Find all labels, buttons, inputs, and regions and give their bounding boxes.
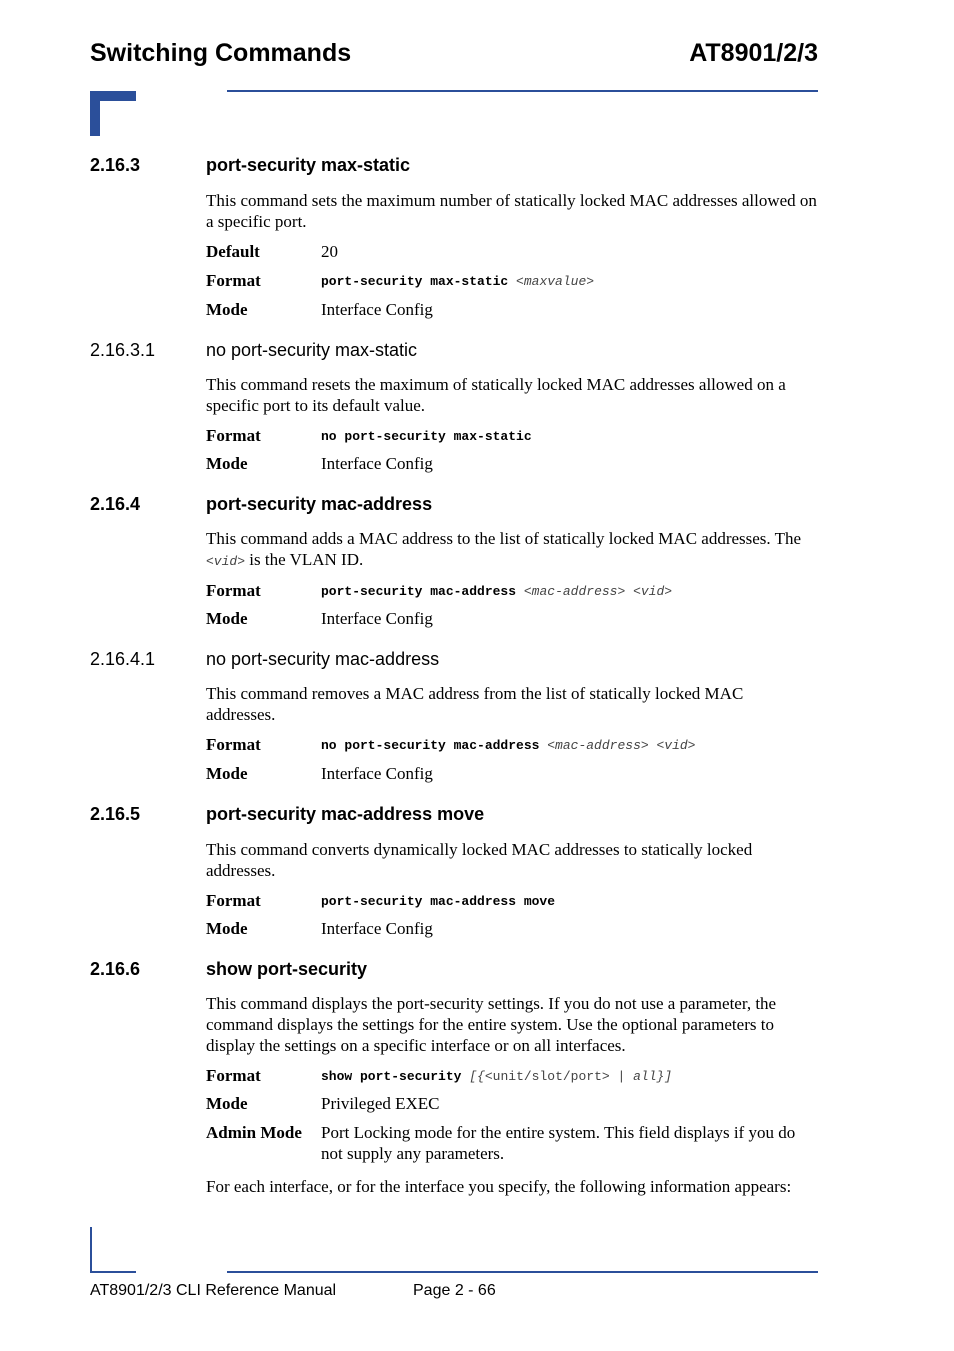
format-label: Format bbox=[206, 1066, 261, 1085]
command-name: port-security mac-address move bbox=[321, 894, 556, 909]
section-number: 2.16.3 bbox=[90, 155, 141, 175]
command-name: port-security max-static bbox=[321, 274, 509, 289]
command-name: no port-security max-static bbox=[321, 429, 532, 444]
args-close: }] bbox=[656, 1069, 673, 1084]
section-title: port-security mac-address bbox=[206, 494, 433, 514]
mode-value: Interface Config bbox=[321, 609, 433, 628]
command-args: <mac-address> <vid> bbox=[547, 738, 696, 753]
header-rule bbox=[227, 90, 818, 92]
corner-bracket-side bbox=[90, 91, 100, 136]
format-command bbox=[321, 581, 672, 602]
section-body: This command displays the port-security settings. If you do not use a parameter, the command displays the settings for the entire system. Use the optional parameters to display the settings on a specific interface or on all interfaces. bbox=[206, 994, 777, 1055]
format-label: Format bbox=[206, 891, 261, 910]
header-product: AT8901/2/3 bbox=[689, 39, 818, 67]
admin-mode-value: Port Locking mode for the entire system. This field displays if you do not supply any parameters. bbox=[321, 1123, 796, 1163]
subsection-number: 2.16.3.1 bbox=[90, 340, 156, 360]
subsection-title: no port-security max-static bbox=[206, 340, 418, 360]
footer-bracket-side bbox=[90, 1227, 92, 1273]
closing-text: For each interface, or for the interface you specify, the following information appears: bbox=[206, 1177, 792, 1196]
default-value: 20 bbox=[321, 242, 338, 261]
section-title: port-security max-static bbox=[206, 155, 411, 175]
args-all: all bbox=[633, 1069, 657, 1084]
format-command bbox=[321, 735, 695, 756]
section-body: This command sets the maximum number of statically locked MAC addresses allowed on a specific port. bbox=[206, 191, 817, 231]
format-label: Format bbox=[206, 581, 261, 600]
command-args: <maxvalue> bbox=[516, 274, 595, 289]
section-number: 2.16.4 bbox=[90, 494, 141, 514]
format-label: Format bbox=[206, 271, 261, 290]
format-command bbox=[321, 426, 532, 447]
mode-label: Mode bbox=[206, 1094, 248, 1113]
mode-value: Interface Config bbox=[321, 300, 433, 319]
section-title: port-security mac-address move bbox=[206, 804, 485, 824]
mode-value: Interface Config bbox=[321, 454, 433, 473]
section-body bbox=[206, 528, 821, 572]
footer-manual-title: AT8901/2/3 CLI Reference Manual bbox=[90, 1282, 337, 1299]
admin-mode-label: Admin Mode bbox=[206, 1123, 302, 1142]
footer-rule bbox=[227, 1271, 818, 1273]
mode-value: Interface Config bbox=[321, 919, 433, 938]
body-tail: is the VLAN ID. bbox=[245, 550, 364, 569]
format-command bbox=[321, 891, 555, 912]
section-number: 2.16.6 bbox=[90, 959, 141, 979]
format-label: Format bbox=[206, 735, 261, 754]
args-open: [{ bbox=[469, 1069, 485, 1084]
section-body: This command resets the maximum of statically locked MAC addresses allowed on a specific port to its default value. bbox=[206, 375, 786, 415]
format-label: Format bbox=[206, 426, 261, 445]
format-command bbox=[321, 1066, 672, 1087]
section-body: This command removes a MAC address from the list of statically locked MAC addresses. bbox=[206, 684, 744, 724]
command-name: port-security mac-address bbox=[321, 584, 517, 599]
section-number: 2.16.5 bbox=[90, 804, 141, 824]
footer-bracket-bottom bbox=[90, 1271, 136, 1273]
subsection-number: 2.16.4.1 bbox=[90, 649, 156, 669]
mode-value: Interface Config bbox=[321, 764, 433, 783]
vid-param: <vid> bbox=[206, 554, 246, 569]
footer-page-number: Page 2 - 66 bbox=[413, 1282, 496, 1299]
section-body: This command converts dynamically locked MAC addresses to statically locked addresses. bbox=[206, 840, 753, 880]
mode-label: Mode bbox=[206, 300, 248, 319]
header-title: Switching Commands bbox=[90, 39, 352, 67]
mode-label: Mode bbox=[206, 609, 248, 628]
command-name: no port-security mac-address bbox=[321, 738, 540, 753]
mode-label: Mode bbox=[206, 764, 248, 783]
body-line: This command adds a MAC address to the list of statically locked MAC addresses. The bbox=[206, 529, 802, 548]
format-command bbox=[321, 271, 594, 292]
default-label: Default bbox=[206, 242, 260, 261]
command-args: <mac-address> <vid> bbox=[523, 584, 673, 599]
mode-label: Mode bbox=[206, 919, 248, 938]
subsection-title: no port-security mac-address bbox=[206, 649, 440, 669]
args-unit: <unit/slot/port> | bbox=[484, 1069, 634, 1084]
mode-value: Privileged EXEC bbox=[321, 1094, 440, 1113]
command-name: show port-security bbox=[321, 1069, 462, 1084]
section-title: show port-security bbox=[206, 959, 368, 979]
mode-label: Mode bbox=[206, 454, 248, 473]
